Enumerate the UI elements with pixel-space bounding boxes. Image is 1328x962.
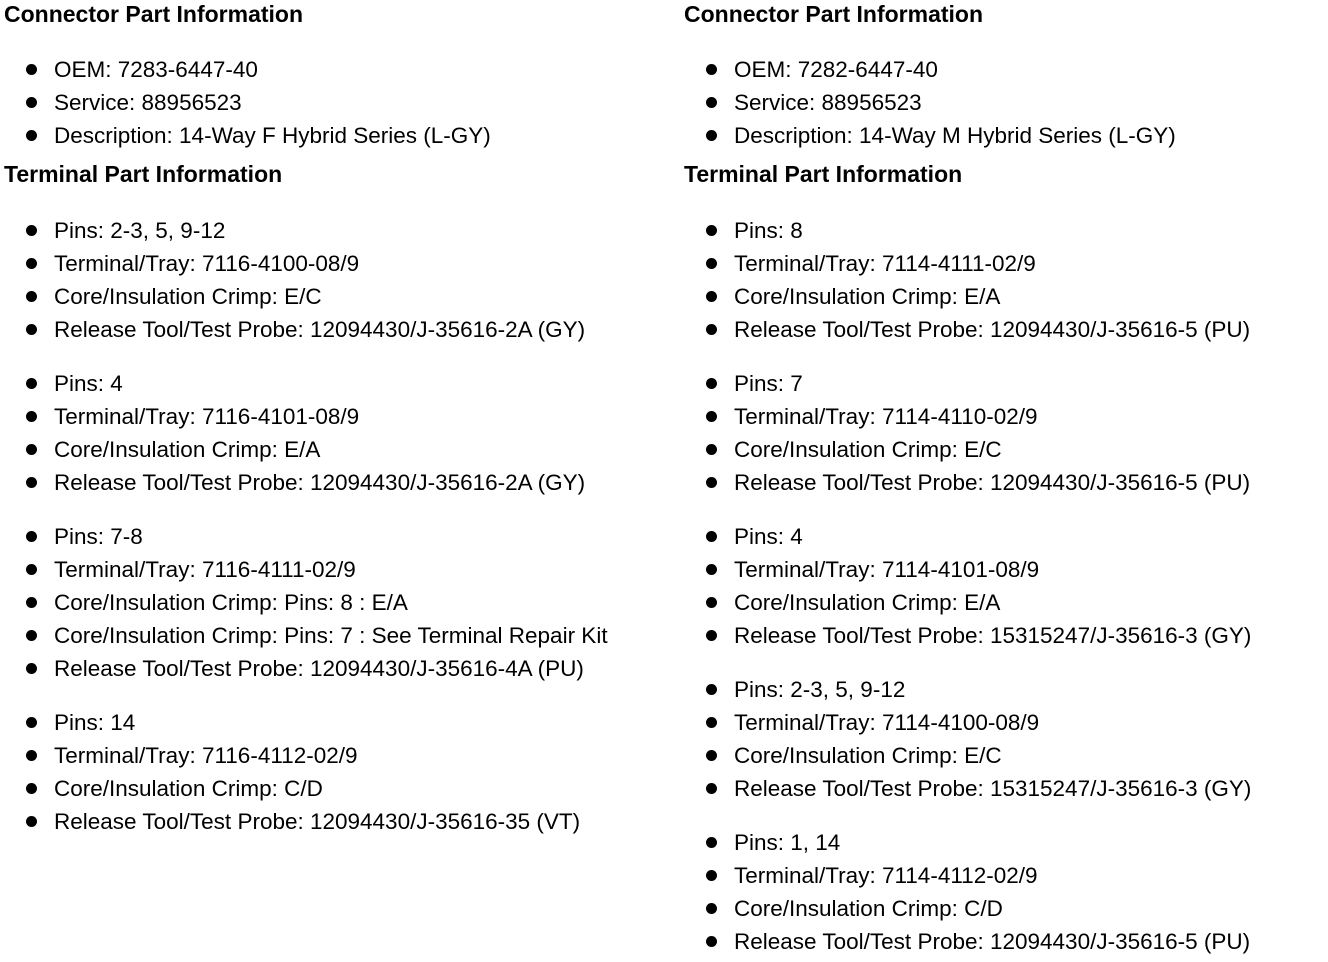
bullet-icon [26,258,37,269]
bullet-icon [706,531,717,542]
bullet-icon [26,97,37,108]
pins-text: Pins: 7 [734,371,803,396]
list-item [4,367,674,400]
crimp-text: Core/Insulation Crimp: E/A [734,590,1001,615]
list-item [684,86,1324,119]
list-item [684,673,1324,706]
bullet-icon [706,717,717,728]
bullet-icon [706,225,717,236]
bullet-icon [706,477,717,488]
release-tool-text: Release Tool/Test Probe: 12094430/J-35616-5 (PU) [734,317,1251,342]
list-item [4,433,674,466]
bullet-icon [706,783,717,794]
connector-oem: OEM: 7282-6447-40 [734,57,938,82]
bullet-icon [26,378,37,389]
terminal-heading: Terminal Part Information [684,161,963,187]
bullet-icon [706,444,717,455]
bullet-icon [706,291,717,302]
list-item [4,119,674,152]
release-tool-text: Release Tool/Test Probe: 12094430/J-35616-5 (PU) [734,470,1251,495]
bullet-icon [26,597,37,608]
terminal-group [684,826,1324,958]
crimp-text: Core/Insulation Crimp: Pins: 8 : E/A [54,590,408,615]
list-item [4,739,674,772]
terminal-group [4,214,674,346]
list-item [4,86,674,119]
list-item [4,706,674,739]
bullet-icon [706,630,717,641]
list-item [684,925,1324,958]
list-item [684,466,1324,499]
connector-service: Service: 88956523 [734,90,922,115]
bullet-icon [26,444,37,455]
bullet-icon [26,291,37,302]
terminal-group [684,520,1324,652]
connector-heading: Connector Part Information [684,1,984,27]
list-item [684,772,1324,805]
connector-description: Description: 14-Way M Hybrid Series (L-GY) [734,123,1176,148]
list-item [4,214,674,247]
terminal-tray-text: Terminal/Tray: 7114-4100-08/9 [734,710,1040,735]
bullet-icon [706,837,717,848]
bullet-icon [706,684,717,695]
list-item [684,119,1324,152]
list-item [4,652,674,685]
list-item [684,367,1324,400]
pins-text: Pins: 4 [54,371,123,396]
bullet-icon [26,531,37,542]
crimp-text: Core/Insulation Crimp: E/C [734,743,1002,768]
right-column [684,0,1324,958]
list-item [4,520,674,553]
list-item [684,214,1324,247]
terminal-tray-text: Terminal/Tray: 7116-4101-08/9 [54,404,360,429]
bullet-icon [706,258,717,269]
bullet-icon [706,936,717,947]
connector-service: Service: 88956523 [54,90,242,115]
terminal-group [684,367,1324,499]
list-item [684,53,1324,86]
crimp-text: Core/Insulation Crimp: C/D [54,776,323,801]
list-item [684,586,1324,619]
bullet-icon [706,378,717,389]
bullet-icon [26,717,37,728]
bullet-icon [706,903,717,914]
pins-text: Pins: 4 [734,524,803,549]
connector-info-list [4,53,674,152]
terminal-tray-text: Terminal/Tray: 7116-4112-02/9 [54,743,358,768]
crimp-text: Core/Insulation Crimp: E/C [54,284,322,309]
list-item [4,313,674,346]
list-item [684,433,1324,466]
crimp-text: Core/Insulation Crimp: C/D [734,896,1003,921]
list-item [4,619,674,652]
list-item [4,586,674,619]
pins-text: Pins: 7-8 [54,524,143,549]
pins-text: Pins: 14 [54,710,136,735]
terminal-group [684,214,1324,346]
connector-heading: Connector Part Information [4,1,304,27]
terminal-tray-text: Terminal/Tray: 7114-4112-02/9 [734,863,1038,888]
terminal-group [4,367,674,499]
list-item [4,466,674,499]
bullet-icon [706,870,717,881]
list-item [684,247,1324,280]
bullet-icon [26,130,37,141]
list-item [4,805,674,838]
terminal-tray-text: Terminal/Tray: 7114-4111-02/9 [734,251,1036,276]
list-item [684,400,1324,433]
list-item [684,280,1324,313]
bullet-icon [26,324,37,335]
bullet-icon [26,225,37,236]
release-tool-text: Release Tool/Test Probe: 12094430/J-35616-2A (GY) [54,470,586,495]
list-item [684,313,1324,346]
terminal-tray-text: Terminal/Tray: 7116-4100-08/9 [54,251,360,276]
bullet-icon [26,64,37,75]
list-item [4,400,674,433]
crimp-text: Core/Insulation Crimp: Pins: 7 : See Terminal Repair Kit [54,623,608,648]
bullet-icon [706,411,717,422]
bullet-icon [706,750,717,761]
bullet-icon [706,564,717,575]
terminal-tray-text: Terminal/Tray: 7114-4110-02/9 [734,404,1038,429]
bullet-icon [706,97,717,108]
list-item [684,826,1324,859]
pins-text: Pins: 2-3, 5, 9-12 [734,677,906,702]
bullet-icon [26,564,37,575]
list-item [684,739,1324,772]
bullet-icon [26,630,37,641]
terminal-group [684,673,1324,805]
terminal-group [4,706,674,838]
connector-info-list [684,53,1324,152]
list-item [4,53,674,86]
release-tool-text: Release Tool/Test Probe: 15315247/J-35616-3 (GY) [734,776,1252,801]
list-item [684,619,1324,652]
crimp-text: Core/Insulation Crimp: E/C [734,437,1002,462]
bullet-icon [26,750,37,761]
bullet-icon [706,130,717,141]
pins-text: Pins: 8 [734,218,803,243]
list-item [684,553,1324,586]
pins-text: Pins: 2-3, 5, 9-12 [54,218,226,243]
list-item [4,280,674,313]
release-tool-text: Release Tool/Test Probe: 12094430/J-35616-4A (PU) [54,656,584,681]
release-tool-text: Release Tool/Test Probe: 12094430/J-35616-5 (PU) [734,929,1251,954]
list-item [4,247,674,280]
terminal-heading: Terminal Part Information [4,161,283,187]
bullet-icon [706,324,717,335]
crimp-text: Core/Insulation Crimp: E/A [734,284,1001,309]
terminal-tray-text: Terminal/Tray: 7114-4101-08/9 [734,557,1040,582]
release-tool-text: Release Tool/Test Probe: 12094430/J-35616-35 (VT) [54,809,581,834]
release-tool-text: Release Tool/Test Probe: 15315247/J-35616-3 (GY) [734,623,1252,648]
crimp-text: Core/Insulation Crimp: E/A [54,437,321,462]
terminal-group [4,520,674,685]
pins-text: Pins: 1, 14 [734,830,841,855]
list-item [4,553,674,586]
list-item [684,892,1324,925]
list-item [4,772,674,805]
connector-description: Description: 14-Way F Hybrid Series (L-GY) [54,123,491,148]
bullet-icon [26,663,37,674]
bullet-icon [706,64,717,75]
bullet-icon [706,597,717,608]
left-column [4,0,674,838]
bullet-icon [26,816,37,827]
bullet-icon [26,411,37,422]
bullet-icon [26,783,37,794]
connector-oem: OEM: 7283-6447-40 [54,57,258,82]
list-item [684,520,1324,553]
terminal-tray-text: Terminal/Tray: 7116-4111-02/9 [54,557,356,582]
release-tool-text: Release Tool/Test Probe: 12094430/J-35616-2A (GY) [54,317,586,342]
list-item [684,859,1324,892]
bullet-icon [26,477,37,488]
list-item [684,706,1324,739]
